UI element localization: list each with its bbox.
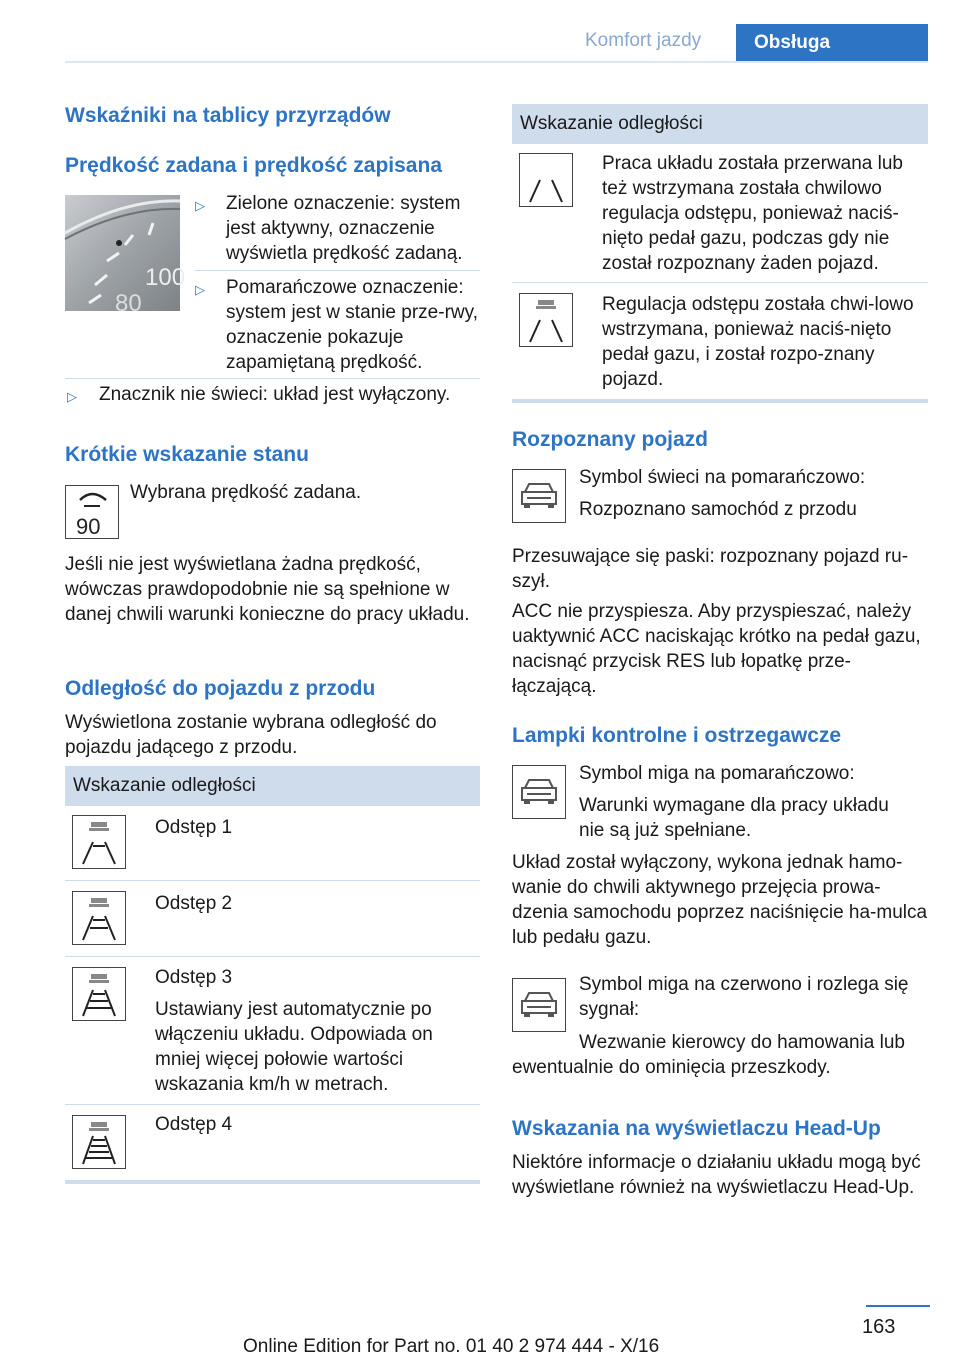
divider [65,956,480,957]
acc-interrupted-icon [519,153,573,207]
table-end-bar [65,1180,480,1184]
status-text: Wybrana prędkość zadana. [130,482,362,503]
divider [65,1104,480,1105]
bullet-marker-icon: ▷ [67,389,77,404]
header-rule [65,61,928,63]
bullet-marker-icon: ▷ [195,198,205,213]
table-end-bar [512,399,928,403]
divider [65,378,480,379]
footer-rule [866,1305,930,1307]
distance-3-note: Ustawiany jest automatycznie po włączeniu układu. Odpowiada on mniej więcej połowie wartości wskazania km/h w metrach. [155,999,433,1095]
divider [512,282,928,283]
status-icon-number: 90 [76,514,101,539]
header-chapter: Obsługa [736,24,928,62]
distance-1-icon [72,815,126,869]
acc-paused-vehicle-icon [519,293,573,347]
heading-hud: Wskazania na wyświetlaczu Head-Up [512,1117,881,1140]
distance-3-label: Odstęp 3 [155,967,233,988]
heading-status: Krótkie wskazanie stanu [65,443,309,466]
warning-orange-icon [512,765,566,819]
edition-footer: Online Edition for Part no. 01 40 2 974 444 - X/16 [243,1336,660,1357]
speed-bullet-2: Pomarańczowe oznaczenie: system jest w stanie prze-rwy, oznaczenie pokazuje zapamiętaną prędkość. [226,277,478,373]
bullet-marker-icon: ▷ [195,282,205,297]
gauge-label-80: 80 [115,290,142,317]
detected-line-1: Symbol świeci na pomarańczowo: [579,467,866,488]
lamp2-line-2: Wezwanie kierowcy do hamowania lub ewentualnie do ominięcia przeszkody. [512,1032,905,1078]
header-section: Komfort jazdy [585,30,702,51]
divider [195,270,480,271]
distance-3-icon [72,967,126,1021]
paragraph-hud: Niektóre informacje o działaniu układu mogą być wyświetlane również na wyświetlaczu Head-Up. [512,1152,921,1198]
distance-4-label: Odstęp 4 [155,1114,233,1135]
speedometer-image [65,195,186,317]
acc-interrupted-text: Praca układu została przerwana lub też wstrzymana została chwilowo regulacja odstępu, ponieważ naciś-nięto pedał gazu, podczas gdy nie został rozpoznany żaden pojazd. [602,153,904,274]
heading-distance: Odległość do pojazdu z przodu [65,677,376,700]
distance-2-label: Odstęp 2 [155,893,233,914]
heading-indicators: Wskaźniki na tablicy przyrządów [65,104,391,127]
paragraph-acc: ACC nie przyspiesza. Aby przyspieszać, należy uaktywnić ACC naciskając krótko na pedał gazu, nacisnąć przycisk RES lub łopatkę prze-łączającą. [512,601,921,697]
paragraph-off: Układ został wyłączony, wykona jednak hamo-wanie do chwili aktywnego przejęcia prowa-dzenia samochodu poprzez naciśnięcie ha-mulca lub pedału gazu. [512,852,928,948]
distance-2-icon [72,891,126,945]
acc-paused-text: Regulacja odstępu została chwi-lowo wstrzymana, ponieważ naciś-nięto pedał gazu, i został rozpo-znany pojazd. [602,294,914,390]
paragraph-distance: Wyświetlona zostanie wybrana odległość do pojazdu jadącego z przodu. [65,712,437,758]
detected-line-2: Rozpoznano samochód z przodu [579,499,857,520]
heading-lamps: Lampki kontrolne i ostrzegawcze [512,724,842,747]
distance-table-header-right: Wskazanie odległości [512,104,928,144]
page-number: 163 [862,1316,896,1338]
distance-table-header: Wskazanie odległości [65,766,480,806]
distance-4-icon [72,1115,126,1169]
speed-status-icon [65,485,119,539]
speed-bullet-1: Zielone oznaczenie: system jest aktywny, oznaczenie wyświetla prędkość zadaną. [226,193,463,264]
speed-bullet-3: Znacznik nie świeci: układ jest wyłączony. [99,384,451,405]
distance-1-label: Odstęp 1 [155,817,233,838]
warning-red-icon [512,978,566,1032]
lamp1-line-1: Symbol miga na pomarańczowo: [579,763,855,784]
gauge-label-100: 100 [145,264,186,291]
divider [65,880,480,881]
lamp1-line-2: Warunki wymagane dla pracy układu nie są już spełniane. [579,795,889,841]
paragraph-no-speed: Jeśli nie jest wyświetlana żadna prędkość, wówczas prawdopodobnie nie są spełnione w danej chwili warunki konieczne do pracy układu. [65,554,470,625]
vehicle-detected-icon [512,469,566,523]
paragraph-stripes: Przesuwające się paski: rozpoznany pojazd ru-szył. [512,546,909,592]
heading-detected: Rozpoznany pojazd [512,428,708,451]
lamp2-line-1: Symbol miga na czerwono i rozlega się sygnał: [579,974,909,1020]
heading-speed: Prędkość zadana i prędkość zapisana [65,154,442,177]
